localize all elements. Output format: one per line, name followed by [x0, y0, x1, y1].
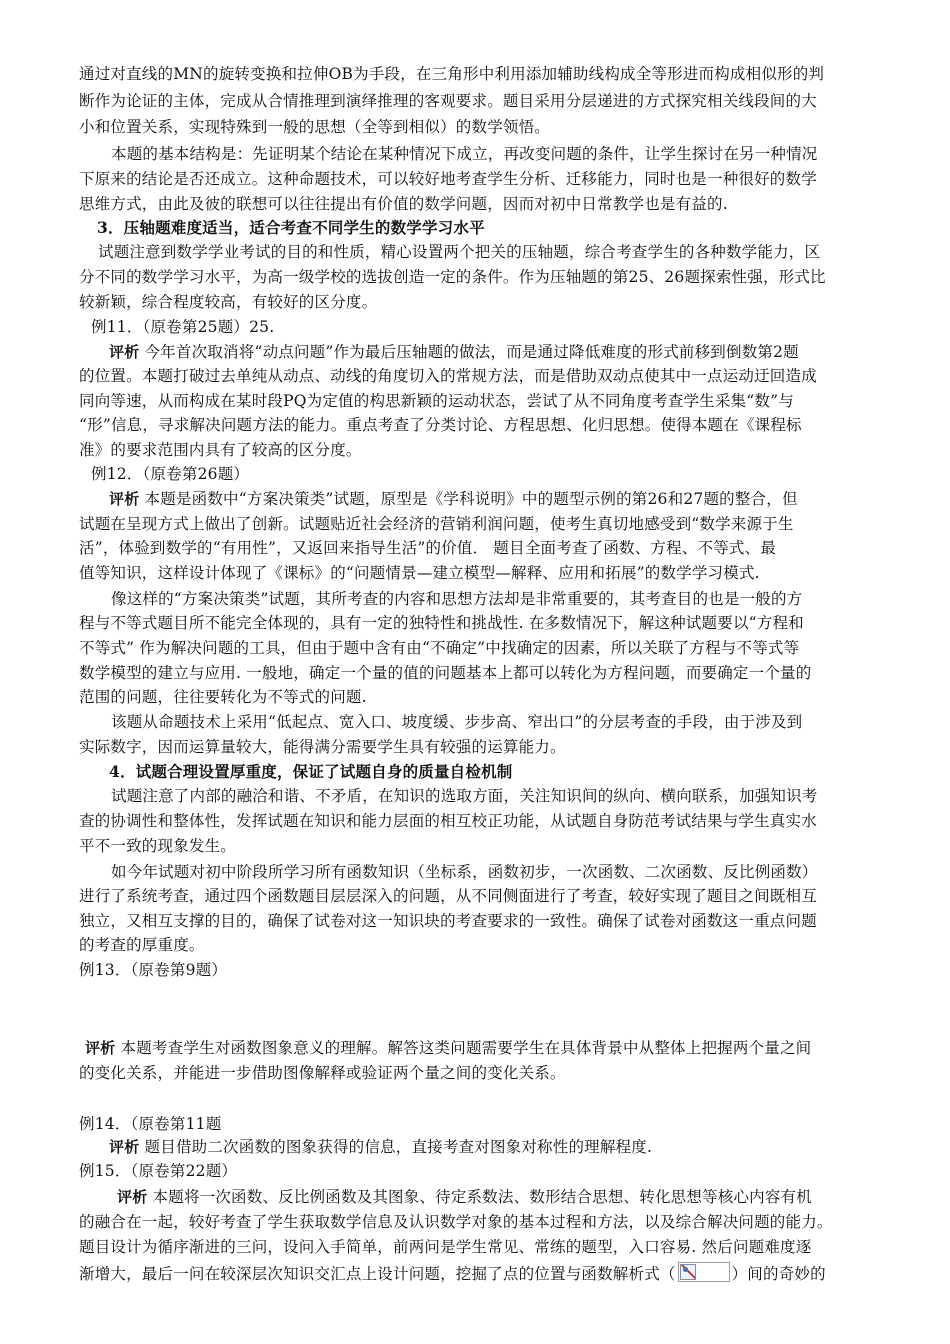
- paragraph-line: 如今年试题对初中阶段所学习所有函数知识（坐标系，函数初步，一次函数、二次函数、反比例函数）: [111, 863, 818, 881]
- paragraph-line: 较新颖，综合程度较高，有较好的区分度。: [79, 293, 378, 311]
- analysis-text: 题目借助二次函数的图象获得的信息，直接考查对图象对称性的理解程度.: [144, 1138, 653, 1156]
- section-heading-4: 4．试题合理设置厚重度，保证了试题自身的质量自检机制: [109, 762, 513, 781]
- paragraph-line: 本题的基本结构是：先证明某个结论在某种情况下成立，再改变问题的条件，让学生探讨在另一种情况: [111, 145, 818, 163]
- paragraph-line: “形”信息，寻求解决问题方法的能力。重点考查了分类讨论、方程思想、化归思想。使得本题在《课程标: [79, 416, 802, 434]
- analysis-line: [109, 1136, 652, 1158]
- paragraph-line: 准》的要求范围内具有了较高的区分度。: [79, 441, 362, 459]
- paragraph-line: 分不同的数学学习水平，为高一级学校的选拔创造一定的条件。作为压轴题的第25、26题探索性强，形式比: [79, 268, 826, 286]
- analysis-line: [85, 1037, 811, 1059]
- analysis-label: 评析: [85, 1039, 116, 1057]
- paragraph-line: [79, 1262, 826, 1285]
- paragraph-line: 小和位置关系，实现特殊到一般的思想（全等到相似）的数学领悟。: [79, 118, 551, 136]
- analysis-label: 评析: [109, 343, 140, 361]
- section-heading-3: 3．压轴题难度适当，适合考查不同学生的数学学习水平: [97, 218, 485, 237]
- paragraph-line: 平不一致的现象发生。: [79, 837, 237, 855]
- paragraph-line: 独立，又相互支撑的目的，确保了试卷对这一知识块的考查要求的一致性。确保了试卷对函数这一重点问题: [79, 912, 817, 930]
- example-label: 例15．（原卷第22题）: [79, 1162, 238, 1180]
- line-text: ）间的奇妙的: [731, 1265, 826, 1283]
- analysis-line: [117, 1186, 812, 1208]
- paragraph-line: 查的协调性和整体性，发挥试题在知识和能力层面的相互校正功能，从试题自身防范考试结果与学生真实水: [79, 812, 817, 830]
- analysis-text: 本题考查学生对函数图象意义的理解。解答这类问题需要学生在具体背景中从整体上把握两个量之间: [120, 1039, 812, 1057]
- example-label: 例13．（原卷第9题）: [79, 961, 228, 979]
- paragraph-line: 思维方式，由此及彼的联想可以往往提出有价值的数学问题，因而对初中日常教学也是有益的.: [79, 195, 728, 213]
- paragraph-line: 数学模型的建立与应用. 一般地，确定一个量的值的问题基本上都可以转化为方程问题，而要确定一个量的: [79, 664, 812, 682]
- line-text: 渐增大，最后一问在较深层次知识交汇点上设计问题，挖掘了点的位置与函数解析式（: [79, 1265, 676, 1283]
- paragraph-line: 进行了系统考查，通过四个函数题目层层深入的问题，从不同侧面进行了考查，较好实现了题目之间既相互: [79, 887, 817, 905]
- analysis-line: [109, 341, 799, 363]
- paragraph-line: 通过对直线的MN的旋转变换和拉伸OB为手段，在三角形中利用添加辅助线构成全等形进而构成相似形的判: [79, 65, 825, 83]
- analysis-text: 今年首次取消将“动点问题”作为最后压轴题的做法，而是通过降低难度的形式前移到倒数第2题: [144, 343, 799, 361]
- analysis-label: 评析: [109, 490, 140, 508]
- paragraph-line: 的融合在一起，较好考查了学生获取数学信息及认识数学对象的基本过程和方法，以及综合解决问题的能力。: [79, 1213, 833, 1231]
- paragraph-line: 断作为论证的主体，完成从合情推理到演绎推理的客观要求。题目采用分层递进的方式探究相关线段间的大: [79, 92, 817, 110]
- paragraph-line: 下原来的结论是否还成立。这种命题技术，可以较好地考查学生分析、迁移能力，同时也是一种很好的数学: [79, 170, 817, 188]
- analysis-label: 评析: [109, 1138, 140, 1156]
- broken-image-icon: [680, 1264, 696, 1280]
- paragraph-line: 题目设计为循序渐进的三问，设问入手简单，前两问是学生常见、常练的题型，入口容易. 然后问题难度逐: [79, 1238, 812, 1256]
- paragraph-line: 试题在呈现方式上做出了创新。试题贴近社会经济的营销利润问题，使考生真切地感受到“数学来源于生: [79, 515, 794, 533]
- analysis-text: 本题是函数中“方案决策类”试题，原型是《学科说明》中的题型示例的第26和27题的整合，但: [144, 490, 798, 508]
- example-label: 例14．（原卷第11题: [79, 1115, 222, 1133]
- paragraph-line: 的位置。本题打破过去单纯从动点、动线的角度切入的常规方法，而是借助双动点使其中一点运动迂回造成: [79, 367, 817, 385]
- paragraph-line: 范围的问题，往往要转化为不等式的问题.: [79, 688, 367, 706]
- formula-image-placeholder: [678, 1262, 730, 1282]
- paragraph-line: 实际数字，因而运算量较大，能得满分需要学生具有较强的运算能力。: [79, 738, 566, 756]
- paragraph-line: 程与不等式题目所不能完全体现的，具有一定的独特性和挑战性. 在多数情况下，解这种试题要以“方程和: [79, 614, 804, 632]
- example-label: 例11．（原卷第25题）25.: [91, 318, 275, 336]
- paragraph-line: 的变化关系，并能进一步借助图像解释或验证两个量之间的变化关系。: [79, 1064, 566, 1082]
- paragraph-line: 值等知识，这样设计体现了《课标》的“问题情景—建立模型—解释、应用和拓展”的数学学习模式.: [79, 564, 760, 582]
- paragraph-line: 该题从命题技术上采用“低起点、宽入口、坡度缓、步步高、窄出口”的分层考查的手段，由于涉及到: [111, 713, 803, 731]
- paragraph-line: 活”，体验到数学的“有用性”，又返回来指导生活”的价值． 题目全面考查了函数、方程、不等式、最: [79, 539, 777, 557]
- paragraph-line: 的考查的厚重度。: [79, 936, 205, 954]
- example-label: 例12．（原卷第26题）: [91, 465, 250, 483]
- paragraph-line: 不等式” 作为解决问题的工具，但由于题中含有由“不确定”中找确定的因素，所以关联了方程与不等式等: [79, 639, 800, 657]
- paragraph-line: 试题注意到数学学业考试的目的和性质，精心设置两个把关的压轴题，综合考查学生的各种数学能力，区: [98, 243, 821, 261]
- analysis-line: [109, 488, 798, 510]
- paragraph-line: 同向等速，从而构成在某时段PQ为定值的构思新颖的运动状态，尝试了从不同角度考查学生采集“数”与: [79, 392, 794, 410]
- analysis-label: 评析: [117, 1188, 148, 1206]
- paragraph-line: 试题注意了内部的融洽和谐、不矛盾，在知识的选取方面，关注知识间的纵向、横向联系，加强知识考: [111, 787, 818, 805]
- analysis-text: 本题将一次函数、反比例函数及其图象、待定系数法、数形结合思想、转化思想等核心内容有机: [152, 1188, 812, 1206]
- paragraph-line: 像这样的“方案决策类”试题，其所考查的内容和思想方法却是非常重要的，其考查目的也是一般的方: [111, 590, 803, 608]
